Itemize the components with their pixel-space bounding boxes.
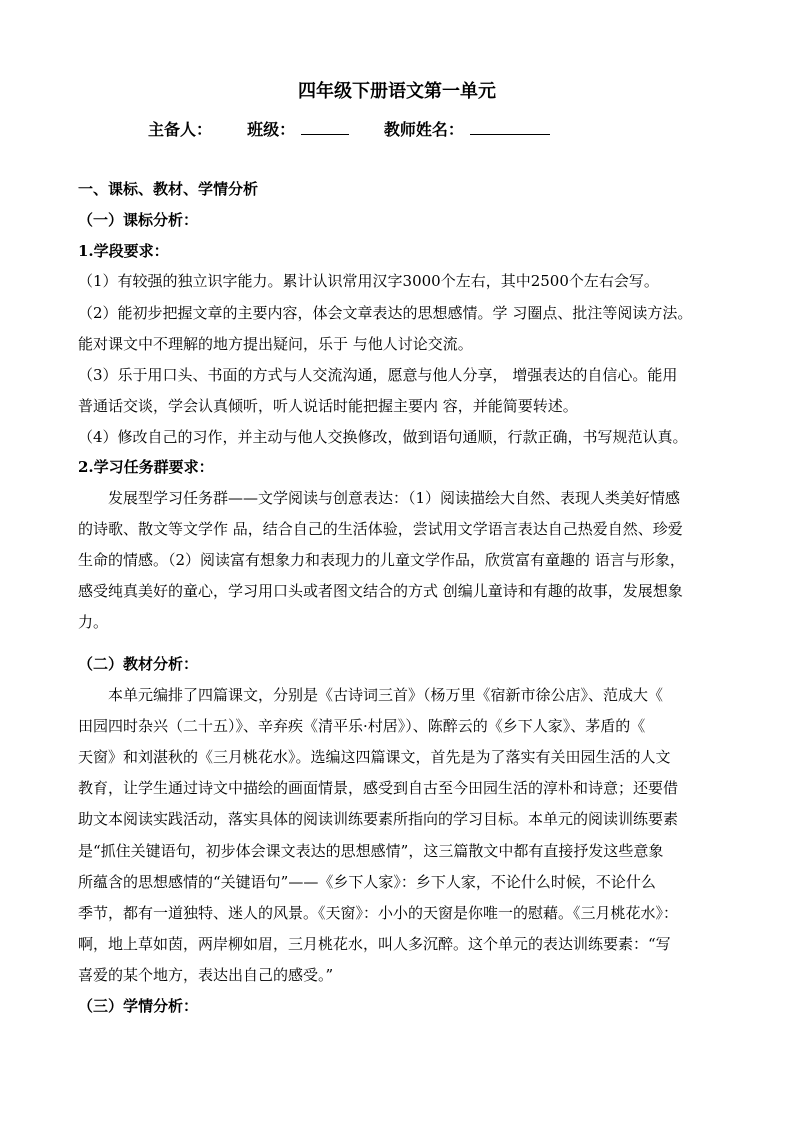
textbook-line: 喜爱的某个地方，表达出自己的感受。” bbox=[78, 966, 334, 984]
class-blank[interactable] bbox=[301, 116, 349, 135]
teacher-label: 教师姓名： bbox=[383, 120, 464, 139]
textbook-line: 天窗》和刘湛秋的《三月桃花水》。选编这四篇课文，首先是为了落实有关田园生活的人文 bbox=[78, 748, 671, 766]
requirement-line: （2）能初步把握文章的主要内容，体会文章表达的思想感情。学 习圈点、批注等阅读方法。 bbox=[78, 304, 693, 322]
task-line: 力。 bbox=[78, 613, 109, 631]
requirement-line: （4）修改自己的习作，并主动与他人交换修改，做到语句通顺，行款正确，书写规范认真。 bbox=[78, 428, 688, 446]
teacher-blank[interactable] bbox=[470, 116, 550, 135]
subsection-heading-textbook: （二）教材分析： bbox=[78, 655, 199, 673]
preparer-label: 主备人： bbox=[148, 120, 213, 139]
requirement-line: 普通话交谈，学会认真倾听，听人说话时能把握主要内 容，并能简要转述。 bbox=[78, 397, 578, 415]
header-meta bbox=[148, 116, 550, 142]
textbook-line: 是“抓住关键语句，初步体会课文表达的思想感情”，这三篇散文中都有直接抒发这些意象 bbox=[78, 842, 664, 860]
textbook-line: 教育，让学生通过诗文中描绘的画面情景，感受到自古至今田园生活的淳朴和诗意；还要借 bbox=[78, 779, 679, 797]
task-line: 的诗歌、散文等文学作 品，结合自己的生活体验，尝试用文学语言表达自己热爱自然、珍爱 bbox=[78, 520, 683, 538]
textbook-line: 所蕴含的思想感情的“关键语句”——《乡下人家》：乡下人家，不论什么时候，不论什么 bbox=[78, 873, 656, 891]
textbook-line: 季节，都有一道独特、迷人的风景。《天窗》：小小的天窗是你唯一的慰藉。《三月桃花水》： bbox=[78, 904, 679, 922]
requirement-line: （3）乐于用口头、书面的方式与人交流沟通，愿意与他人分享， 增强表达的自信心。能用 bbox=[78, 366, 678, 384]
textbook-line: 田园四时杂兴（二十五）》、辛弃疾《清平乐·村居》）、陈醉云的《乡下人家》、茅盾的《 bbox=[78, 717, 646, 735]
requirement-line: 能对课文中不理解的地方提出疑问，乐于 与他人讨论交流。 bbox=[78, 335, 473, 353]
textbook-line: 助文本阅读实践活动，落实具体的阅读训练要素所指向的学习目标。本单元的阅读训练要素 bbox=[78, 810, 679, 828]
task-line: 发展型学习任务群——文学阅读与创意表达：（1）阅读描绘大自然、表现人类美好情感 bbox=[108, 489, 681, 507]
subsection-heading-students: （三）学情分析： bbox=[78, 997, 199, 1015]
textbook-line: 本单元编排了四篇课文，分别是《古诗词三首》（杨万里《宿新市徐公店》、范成大《 bbox=[108, 686, 664, 704]
item-heading-stage: 1.学段要求： bbox=[78, 242, 169, 260]
page-title: 四年级下册语文第一单元 bbox=[298, 81, 496, 102]
subsection-heading-standards: （一）课标分析： bbox=[78, 211, 199, 229]
section-heading: 一、课标、教材、学情分析 bbox=[78, 180, 259, 198]
item-heading-task: 2.学习任务群要求： bbox=[78, 458, 214, 476]
class-label: 班级： bbox=[247, 120, 296, 139]
task-line: 感受纯真美好的童心，学习用口头或者图文结合的方式 创编儿童诗和有趣的故事，发展想象 bbox=[78, 582, 683, 600]
requirement-line: （1）有较强的独立识字能力。累计认识常用汉字3000个左右，其中2500个左右会写。 bbox=[78, 272, 659, 290]
task-line: 生命的情感。（2）阅读富有想象力和表现力的儿童文学作品，欣赏富有童趣的 语言与形象， bbox=[78, 551, 685, 569]
textbook-line: 啊，地上草如茵，两岸柳如眉，三月桃花水，叫人多沉醉。这个单元的表达训练要素：“写 bbox=[78, 935, 671, 953]
